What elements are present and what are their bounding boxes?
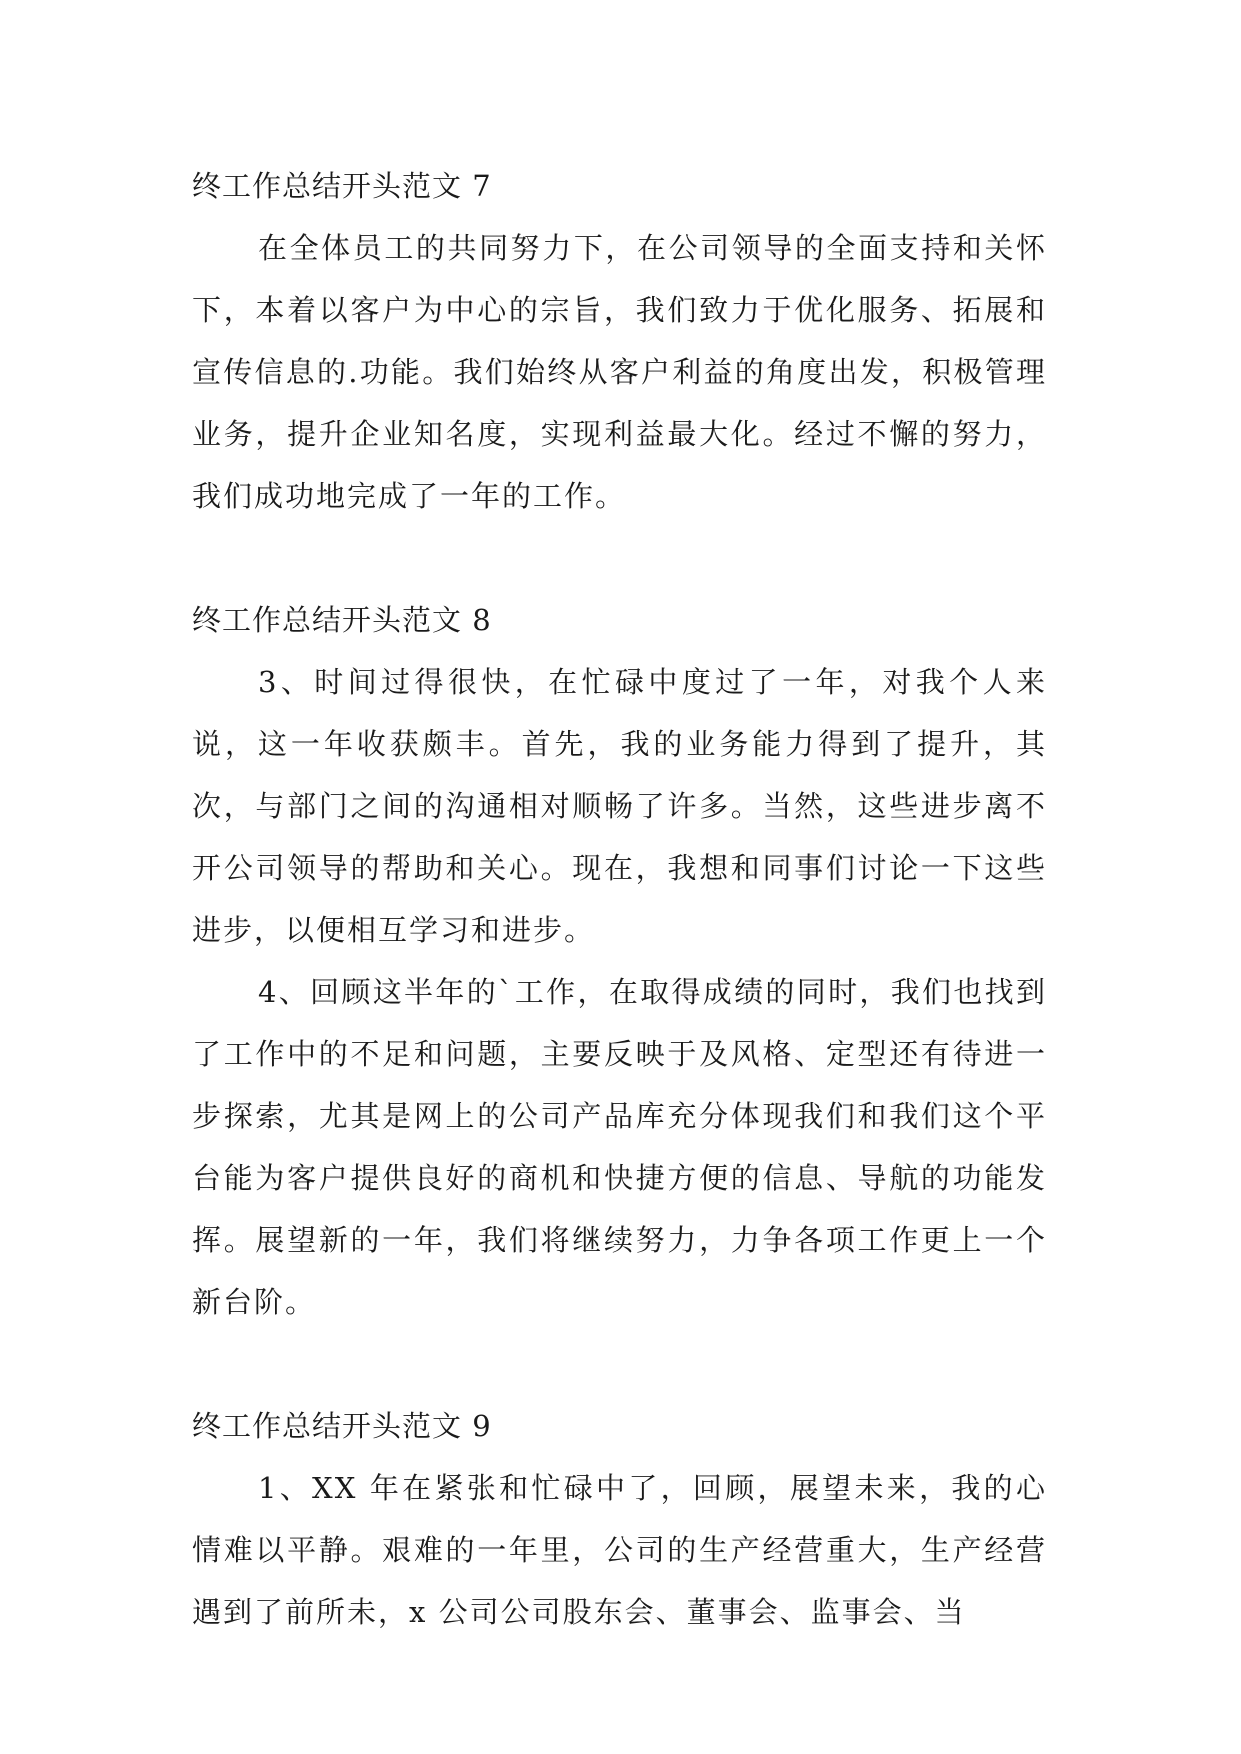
- section-spacer: [192, 1333, 1047, 1395]
- section-spacer: [192, 527, 1047, 589]
- paragraph: 在全体员工的共同努力下，在公司领导的全面支持和关怀下，本着以客户为中心的宗旨，我们致力于优化服务、拓展和宣传信息的.功能。我们始终从客户利益的角度出发，积极管理业务，提升企业知名度，实现利益最大化。经过不懈的努力，我们成功地完成了一年的工作。: [192, 231, 1047, 513]
- section-title: 终工作总结开头范文 8: [192, 603, 492, 637]
- section-7: [192, 155, 1047, 527]
- section-9: [192, 1395, 1047, 1643]
- section-title: 终工作总结开头范文 7: [192, 169, 492, 203]
- paragraph: 1、XX 年在紧张和忙碌中了，回顾，展望未来，我的心情难以平静。艰难的一年里，公司的生产经营重大，生产经营遇到了前所未，x 公司公司股东会、董事会、监事会、当: [192, 1471, 1047, 1629]
- paragraph: 4、回顾这半年的`工作，在取得成绩的同时，我们也找到了工作中的不足和问题，主要反映于及风格、定型还有待进一步探索，尤其是网上的公司产品库充分体现我们和我们这个平台能为客户提供良好的商机和快捷方便的信息、导航的功能发挥。展望新的一年，我们将继续努力，力争各项工作更上一个新台阶。: [192, 975, 1047, 1319]
- section-title: 终工作总结开头范文 9: [192, 1409, 492, 1443]
- document-page: [192, 155, 1047, 1643]
- paragraph: 3、时间过得很快，在忙碌中度过了一年，对我个人来说，这一年收获颇丰。首先，我的业务能力得到了提升，其次，与部门之间的沟通相对顺畅了许多。当然，这些进步离不开公司领导的帮助和关心。现在，我想和同事们讨论一下这些进步，以便相互学习和进步。: [192, 665, 1047, 947]
- section-8: [192, 589, 1047, 1333]
